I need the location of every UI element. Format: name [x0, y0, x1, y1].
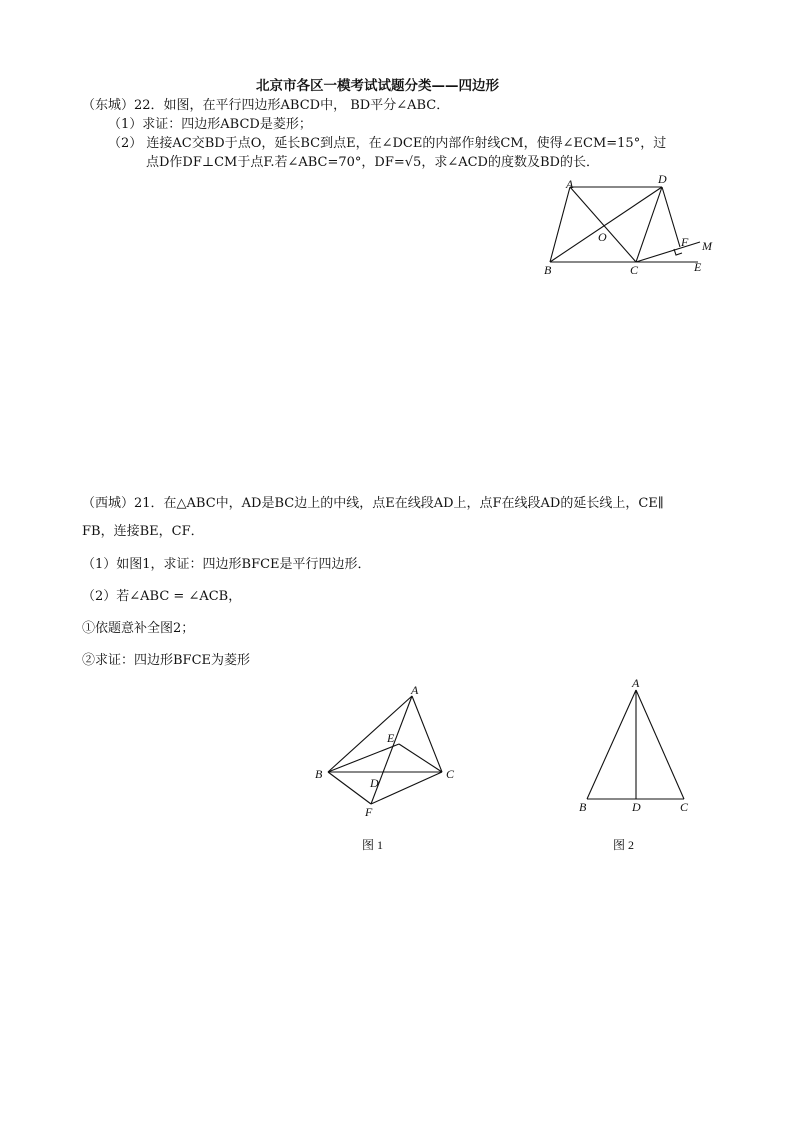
- xicheng-part-2-1: ①依题意补全图2；: [82, 621, 195, 636]
- page-title: 北京市各区一模考试试题分类——四边形: [256, 78, 499, 94]
- xicheng-part-2: （2）若∠ABC = ∠ACB，: [82, 589, 242, 604]
- fig2-label-c: C: [680, 800, 689, 814]
- label-o: O: [598, 230, 607, 244]
- label-m: M: [702, 239, 712, 253]
- fig1-label-e: E: [387, 731, 395, 745]
- figure-2-lines: [587, 690, 684, 799]
- fig2-segment-ab: [587, 690, 636, 799]
- fig2-label-a: A: [632, 676, 640, 690]
- label-a: A: [566, 177, 574, 191]
- xicheng-part-2-2: ②求证：四边形BFCE为菱形: [82, 653, 251, 668]
- label-b: B: [544, 263, 552, 277]
- xicheng-question-stem-cont: FB，连接BE，CF．: [82, 524, 204, 539]
- dongcheng-question-stem: （东城）22．如图，在平行四边形ABCD中， BD平分∠ABC．: [82, 98, 450, 113]
- fig1-caption: 图 1: [362, 838, 384, 852]
- xicheng-part-1: （1）如图1，求证：四边形BFCE是平行四边形．: [82, 557, 371, 572]
- xicheng-question-stem: （西城）21．在△ABC中，AD是BC边上的中线，点E在线段AD上，点F在线段AD的延长线上，CE∥: [82, 496, 664, 511]
- fig1-label-f: F: [365, 805, 373, 819]
- label-f: F: [681, 235, 689, 249]
- fig2-label-b: B: [579, 800, 587, 814]
- fig1-label-d: D: [370, 776, 379, 790]
- label-d: D: [658, 172, 667, 186]
- fig1-label-a: A: [411, 683, 419, 697]
- fig2-segment-ac: [636, 690, 684, 799]
- fig2-caption: 图 2: [613, 838, 635, 852]
- dongcheng-part-2: （2） 连接AC交BD于点O，延长BC到点E，在∠DCE的内部作射线CM，使得∠ECM=15°，过: [108, 136, 667, 151]
- fig1-label-b: B: [315, 767, 323, 781]
- dongcheng-part-1: （1）求证：四边形ABCD是菱形；: [108, 117, 312, 132]
- fig2-label-d: D: [632, 800, 641, 814]
- label-e: E: [694, 260, 702, 274]
- label-c: C: [630, 263, 639, 277]
- fig1-label-c: C: [446, 767, 455, 781]
- dongcheng-part-2-cont: 点D作DF⊥CM于点F.若∠ABC=70°，DF=√5，求∠ACD的度数及BD的长．: [146, 155, 599, 170]
